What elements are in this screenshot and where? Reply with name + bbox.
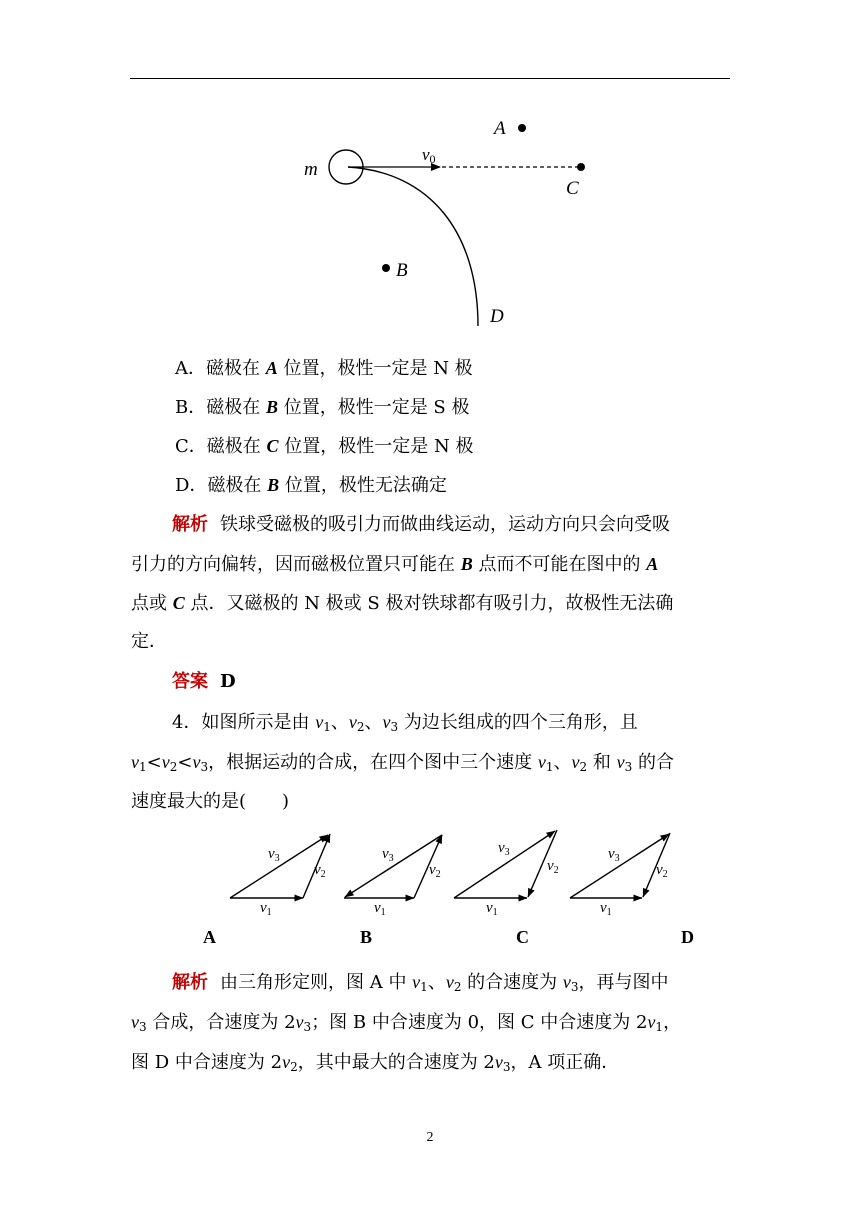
svg-text:v2: $v_2$ — [547, 858, 559, 876]
label-D: D — [490, 306, 504, 327]
q4-line-1: 4．如图所示是由 $v_1$、$v_2$、$v_3$ 为边长组成的四个三角形，且 — [172, 712, 638, 734]
q4-analysis-line-2: $v_3$ 合成，合速度为 $2v_3$；图 B 中合速度为 0，图 C 中合速度为 $2v_1$， — [131, 1012, 682, 1034]
q4-analysis-line-1: 解析 由三角形定则，图 A 中 $v_1$、$v_2$ 的合速度为 $v_3$，再与图中 — [172, 972, 669, 994]
magnet-trajectory-figure — [280, 100, 620, 340]
option-b: B．磁极在 B 位置，极性一定是 S 极 — [175, 397, 470, 418]
option-c: C．磁极在 C 位置，极性一定是 N 极 — [175, 436, 474, 457]
point-B — [382, 264, 390, 272]
header-rule — [130, 78, 730, 79]
svg-text:v3: $v_3$ — [498, 840, 510, 858]
panel-label-c: C — [516, 927, 529, 947]
label-A: A — [494, 118, 506, 139]
q3-analysis-line-3: 点或 C 点．又磁极的 N 极或 S 极对铁球都有吸引力，故极性无法确 — [131, 593, 674, 614]
triangle-c — [454, 830, 559, 918]
triangle-d — [570, 833, 670, 918]
q4-line-2: $v_1<v_2<v_3$，根据运动的合成，在四个图中三个速度 $v_1$、$v_2$ 和 $v_3$ 的合 — [131, 752, 674, 774]
label-B: B — [396, 260, 408, 281]
label-v0: v0 — [422, 145, 436, 166]
svg-text:v2: $v_2$ — [429, 862, 441, 880]
option-a: A．磁极在 A 位置，极性一定是 N 极 — [175, 358, 473, 379]
point-A — [518, 124, 526, 132]
label-C: C — [566, 178, 579, 199]
curved-trajectory — [348, 167, 478, 326]
panel-label-a: A — [203, 927, 216, 947]
q3-analysis-line-2: 引力的方向偏转，因而磁极位置只可能在 B 点而不可能在图中的 A — [131, 554, 659, 575]
q3-answer: 答案 D — [172, 671, 236, 692]
svg-text:v1: $v_1$ — [374, 900, 386, 918]
svg-text:v1: $v_1$ — [486, 900, 498, 918]
svg-text:v3: $v_3$ — [608, 846, 620, 864]
option-d: D．磁极在 B 位置，极性无法确定 — [175, 475, 447, 496]
analysis-tag-2: 解析 — [172, 972, 208, 993]
q4-line-3: 速度最大的是( ) — [131, 791, 290, 812]
point-C — [577, 163, 585, 171]
panel-label-b: B — [360, 927, 373, 947]
page-number: 2 — [426, 1130, 434, 1145]
svg-text:v2: $v_2$ — [656, 862, 668, 880]
svg-text:v3: $v_3$ — [268, 846, 280, 864]
svg-text:v3: $v_3$ — [382, 846, 394, 864]
triangle-b — [344, 835, 442, 918]
q4-analysis-line-3: 图 D 中合速度为 $2v_2$，其中最大的合速度为 $2v_3$，A 项正确． — [131, 1052, 620, 1074]
label-m: m — [304, 159, 318, 180]
analysis-tag: 解析 — [172, 514, 208, 535]
q3-analysis-line-1: 解析 铁球受磁极的吸引力而做曲线运动，运动方向只会向受吸 — [172, 514, 670, 535]
answer-tag: 答案 — [172, 671, 208, 692]
svg-text:v2: $v_2$ — [314, 862, 326, 880]
velocity-triangles-figure — [220, 822, 690, 918]
svg-text:v1: $v_1$ — [600, 900, 612, 918]
triangle-a — [230, 834, 330, 918]
svg-text:v1: $v_1$ — [260, 900, 272, 918]
q3-analysis-line-4: 定． — [131, 631, 167, 652]
panel-label-d: D — [681, 927, 694, 947]
